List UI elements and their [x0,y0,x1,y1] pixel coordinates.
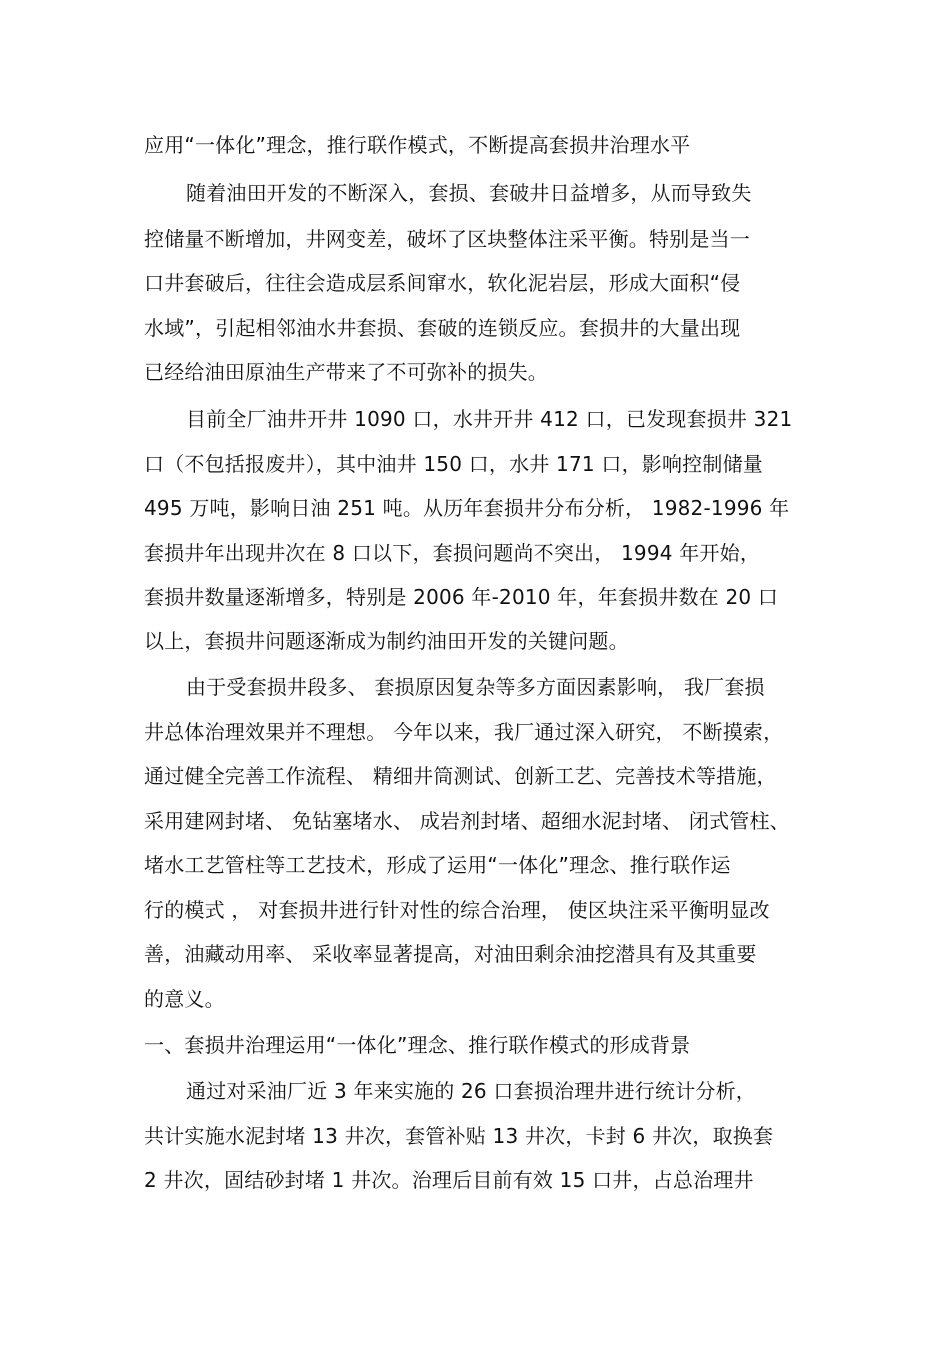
paragraph-2-line-3: 495 万吨，影响日油 251 吨。从历年套损井分布分析， 1982-1996 年 [144,496,790,520]
section-paragraph-line-1: 通过对采油厂近 3 年来实施的 26 口套损治理井进行统计分析， [186,1079,757,1103]
paragraph-2-line-5: 套损井数量逐渐增多，特别是 2006 年-2010 年，年套损井数在 20 口 [144,585,779,609]
paragraph-1-line-2: 控储量不断增加，井网变差，破坏了区块整体注采平衡。特别是当一 [144,227,750,251]
paragraph-3-line-8: 的意义。 [144,987,225,1011]
paragraph-3-line-5: 堵水工艺管柱等工艺技术，形成了运用“一体化”理念、推行联作运 [144,853,731,877]
section-paragraph-line-2: 共计实施水泥封堵 13 井次，套管补贴 13 井次，卡封 6 井次，取换套 [144,1124,774,1148]
paragraph-2-line-2: 口（不包括报废井），其中油井 150 口，水井 171 口，影响控制储量 [144,452,763,476]
paragraph-1-line-5: 已经给油田原油生产带来了不可弥补的损失。 [144,360,548,384]
document-title: 应用“一体化”理念，推行联作模式，不断提高套损井治理水平 [144,133,691,157]
paragraph-1-line-1: 随着油田开发的不断深入，套损、套破井日益增多，从而导致失 [186,181,752,205]
paragraph-3-line-6: 行的模式 ， 对套损井进行针对性的综合治理， 使区块注采平衡明显改 [144,898,770,922]
paragraph-2-line-6: 以上，套损井问题逐渐成为制约油田开发的关键问题。 [144,629,629,653]
section-heading: 一、套损井治理运用“一体化”理念、推行联作模式的形成背景 [144,1033,691,1057]
paragraph-2-line-4: 套损井年出现井次在 8 口以下，套损问题尚不突出， 1994 年开始， [144,541,761,565]
paragraph-3-line-3: 通过健全完善工作流程、 精细井筒测试、创新工艺、完善技术等措施， [144,764,777,788]
paragraph-1-line-4: 水域”，引起相邻油水井套损、套破的连锁反应。套损井的大量出现 [144,316,741,340]
paragraph-3-line-2: 井总体治理效果并不理想。 今年以来，我厂通过深入研究， 不断摸索， [144,720,784,744]
paragraph-1-line-3: 口井套破后，往往会造成层系间窜水，软化泥岩层，形成大面积“侵 [144,271,741,295]
section-paragraph-line-3: 2 井次，固结砂封堵 1 井次。治理后目前有效 15 口井，占总治理井 [144,1168,754,1192]
paragraph-2-line-1: 目前全厂油井开井 1090 口，水井开井 412 口，已发现套损井 321 [186,407,793,431]
paragraph-3-line-1: 由于受套损井段多、 套损原因复杂等多方面因素影响， 我厂套损 [186,675,765,699]
paragraph-3-line-4: 采用建网封堵、 免钻塞堵水、 成岩剂封堵、超细水泥封堵、 闭式管柱、 [144,809,790,833]
paragraph-3-line-7: 善，油藏动用率、 采收率显著提高，对油田剩余油挖潜具有及其重要 [144,942,757,966]
